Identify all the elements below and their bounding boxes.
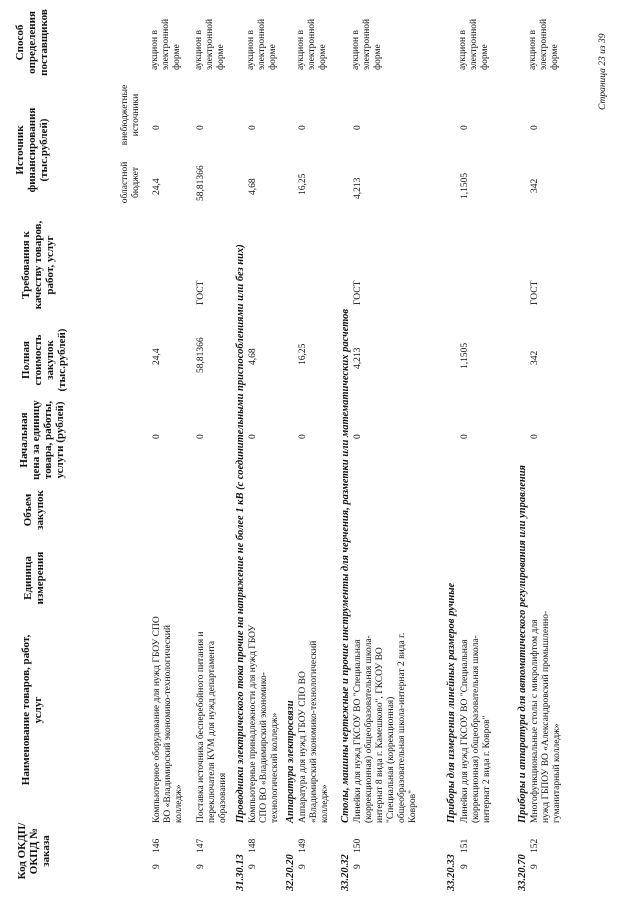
header-name: Наименование товаров, работ, услуг xyxy=(20,634,44,786)
group-name-332032: Столы, машины чертежные и прочие инструменты для черчения, разметки или математических расчетов xyxy=(340,308,351,823)
row-151-method: аукцион в электронной форме xyxy=(458,18,490,70)
row-148-total: 4,68 xyxy=(248,348,258,365)
row-146-budget: 24,4 xyxy=(152,178,162,195)
row-147-prefix: 9 xyxy=(196,864,206,869)
row-150-price: 0 xyxy=(353,434,363,439)
row-147-number: 147 xyxy=(196,838,206,853)
page-number: Страница 23 из 39 xyxy=(598,33,608,110)
row-152-price: 0 xyxy=(530,434,540,439)
row-151-budget: 1,1505 xyxy=(460,172,470,199)
row-152-prefix: 9 xyxy=(530,864,540,869)
row-147-method: аукцион в электронной форме xyxy=(194,18,226,70)
header-price: Начальная цена за единицу товара, работы, услуги (рублей) xyxy=(18,400,66,480)
row-148-budget: 4,68 xyxy=(248,178,258,195)
row-149-extra: 0 xyxy=(298,125,308,130)
row-152-name: Многофункциональные столы с микролифтом для нужд ГБПОУ ВО «Александровский промышленно-гуманитарный колледж» xyxy=(530,610,562,823)
row-148-name: Компьютерные принадлежности для нужд ГБОУ СПО ВО «Владимирский экономико-технологический колледж» xyxy=(248,624,280,823)
header-funding: Источник финансирования (тыс.рублей) xyxy=(14,107,50,193)
row-146-prefix: 9 xyxy=(152,864,162,869)
row-150-budget: 4,213 xyxy=(353,177,363,199)
row-150-name: Линейки для нужд ГКСОУ ВО "Специальная (коррекционная) общеобразовательная школа-интернат 8 вида г. Камешково", ГКСОУ ВО "Специальная (коррекционная) общеобразовательная школа-интернат 2 вида г. Ковров" xyxy=(353,632,418,823)
row-149-method: аукцион в электронной форме xyxy=(296,18,328,70)
row-149-number: 149 xyxy=(298,838,308,853)
header-funding-extra: внебюджетные источники xyxy=(120,84,141,146)
row-147-extra: 0 xyxy=(196,125,206,130)
row-152-number: 152 xyxy=(530,838,540,853)
row-146-name: Компьютерное оборудование для нужд ГБОУ СПО ВО «Владимирский экономико-технологический колледж» xyxy=(152,616,184,823)
row-148-extra: 0 xyxy=(248,125,258,130)
row-146-extra: 0 xyxy=(152,125,162,130)
row-152-extra: 0 xyxy=(530,125,540,130)
header-unit: Единица измерения xyxy=(22,551,46,605)
group-code-332070: 33.20.70 xyxy=(517,854,528,891)
row-150-extra: 0 xyxy=(353,125,363,130)
row-147-name: Поставка источника бесперебойного питания и переключателя КVМ для нужд департамента образования xyxy=(196,631,228,823)
row-148-number: 148 xyxy=(248,838,258,853)
row-146-price: 0 xyxy=(152,434,162,439)
row-149-price: 0 xyxy=(298,434,308,439)
group-name-332033: Приборы для измерения линейных размеров ручные xyxy=(446,582,457,823)
row-152-method: аукцион в электронной форме xyxy=(528,18,560,70)
row-147-total: 58,81366 xyxy=(196,337,206,373)
group-code-322020: 32.20.20 xyxy=(285,854,296,891)
row-151-price: 0 xyxy=(460,434,470,439)
row-148-price: 0 xyxy=(248,434,258,439)
row-152-total: 342 xyxy=(530,350,540,365)
row-150-quality: ГОСТ xyxy=(353,280,363,305)
header-volume: Объем закупок xyxy=(22,490,46,530)
row-151-total: 1,1505 xyxy=(460,342,470,369)
row-151-extra: 0 xyxy=(460,125,470,130)
row-151-number: 151 xyxy=(460,838,470,853)
row-152-quality: ГОСТ xyxy=(530,280,540,305)
row-149-budget: 16,25 xyxy=(298,173,308,195)
row-149-name: Аппаратура для нужд ГБОУ СПО ВО «Владимирский экономико-технологический колледж» xyxy=(298,640,330,823)
row-150-total: 4,213 xyxy=(353,347,363,369)
row-150-prefix: 9 xyxy=(353,864,363,869)
row-152-budget: 342 xyxy=(530,178,540,193)
group-name-313013: Проводники электрического тока прочие на напряжение не более 1 кВ (с соединительными приспособлениями или без них) xyxy=(235,244,246,823)
row-147-quality: ГОСТ xyxy=(196,280,206,305)
row-146-method: аукцион в электронной форме xyxy=(150,18,182,70)
header-funding-budget: областной бюджет xyxy=(120,161,141,204)
row-148-prefix: 9 xyxy=(248,864,258,869)
row-149-prefix: 9 xyxy=(298,864,308,869)
row-146-total: 24,4 xyxy=(152,348,162,365)
header-method: Способ определения поставщиков xyxy=(14,9,50,76)
row-150-method: аукцион в электронной форме xyxy=(351,18,383,70)
header-total: Полная стоимость закупок (тыс.рублей) xyxy=(20,328,68,392)
row-147-price: 0 xyxy=(196,434,206,439)
header-quality: Требования к качеству товаров, работ, услуг xyxy=(20,220,56,310)
group-code-332033: 33.20.33 xyxy=(446,854,457,891)
row-146-number: 146 xyxy=(152,838,162,853)
row-149-total: 16,25 xyxy=(298,343,308,365)
row-148-method: аукцион в электронной форме xyxy=(246,18,278,70)
row-151-name: Линейки для нужд ГКСОУ ВО "Специальная (коррекционная) общеобразовательная школа-интернат 2 вида г. Ковров" xyxy=(460,635,492,823)
row-151-prefix: 9 xyxy=(460,864,470,869)
group-name-332070: Приборы и аппаратура для автоматического регулирования или управления xyxy=(517,465,528,823)
header-code: Код ОКДП/ ОКПД № заказа xyxy=(16,822,52,880)
row-150-number: 150 xyxy=(353,838,363,853)
row-147-budget: 58,81366 xyxy=(196,165,206,201)
group-name-322020: Аппаратура электросвязи xyxy=(285,700,296,823)
group-code-332032: 33.20.32 xyxy=(340,854,351,891)
group-code-313013: 31.30.13 xyxy=(235,854,246,891)
